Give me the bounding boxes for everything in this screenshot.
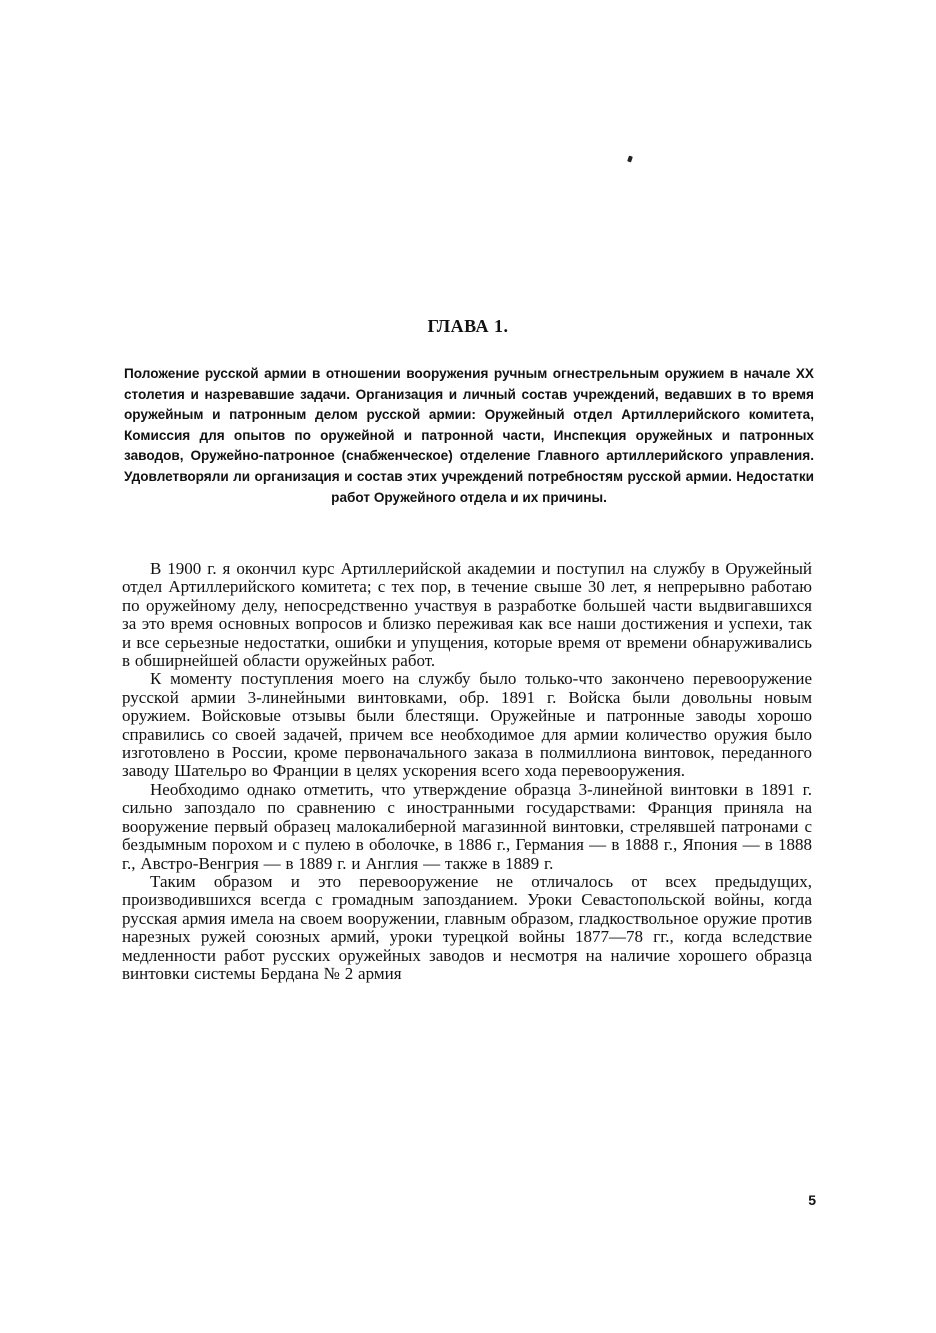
paragraph: К моменту поступления моего на службу было только-что закончено перевооружение русской армии 3-линейными винтовками, обр. 1891 г. Войска были довольны новым оружием. Войсковые отзывы были блестящи. Оружейные и патронные заводы хорошо справились со своей задачей, причем все необходимое для армии количество оружия было изготовлено в России, кроме первоначального заказа в полмиллиона винтовок, переданного заводу Шательро во Франции в целях ускорения всего хода перевооружения. [122,669,812,781]
chapter-summary: Положение русской армии в отношении вооружения ручным огнестрельным оружием в начале XX столетия и назревавшие задачи. Организация и личный состав учреждений, ведавших в то время оружейным и патронным делом русской армии: Оружейный отдел Артиллерийского комитета, Комиссия для опытов по оружейной и патронной части, Инспекция оружейных и патронных заводов, Оружейно-патронное (снабженческое) отделение Главного артиллерийского управления. Удовлетворяли ли организация и состав этих учреждений потребностям русской армии. Недостатки работ Оружейного отдела и их причины. [124,366,814,505]
body-text [122,560,812,983]
paragraph: Необходимо однако отметить, что утверждение образца 3-линейной винтовки в 1891 г. сильно запоздало по сравнению с иностранными государствами: Франция приняла на вооружение первый образец малокалиберной магазинной винтовки, стрелявшей патронами с бездымным порохом и с пулею в оболочке, в 1886 г., Германия — в 1888 г., Япония — в 1888 г., Австро-Венгрия — в 1889 г. и Англия — также в 1889 г. [122,779,812,873]
paragraph: Таким образом и это перевооружение не отличалось от всех предыдущих, производившихся всегда с громадным запозданием. Уроки Севастопольской войны, когда русская армия имела на своем вооружении, главным образом, гладкоствольное оружие против нарезных ружей союзных армий, уроки турецкой войны 1877—78 гг., когда вследствие медленности работ русских оружейных заводов и несмотря на наличие хорошего образца винтовки системы Бердана № 2 армия [122,871,812,983]
stray-ink-mark [627,155,633,162]
chapter-title: ГЛАВА 1. [427,316,509,336]
paragraph: В 1900 г. я окончил курс Артиллерийской академии и поступил на службу в Оружейный отдел Артиллерийского комитета; с тех пор, в течение свыше 30 лет, я непрерывно работаю по оружейному делу, непосредственно участвуя в разработке большей части выдвигавшихся за это время основных вопросов и близко переживая как все наши достижения и успехи, так и все серьезные недостатки, ошибки и упущения, которые время от времени обнаруживались в обширнейшей области оружейных работ. [122,559,812,671]
page-number: 5 [808,1192,816,1208]
